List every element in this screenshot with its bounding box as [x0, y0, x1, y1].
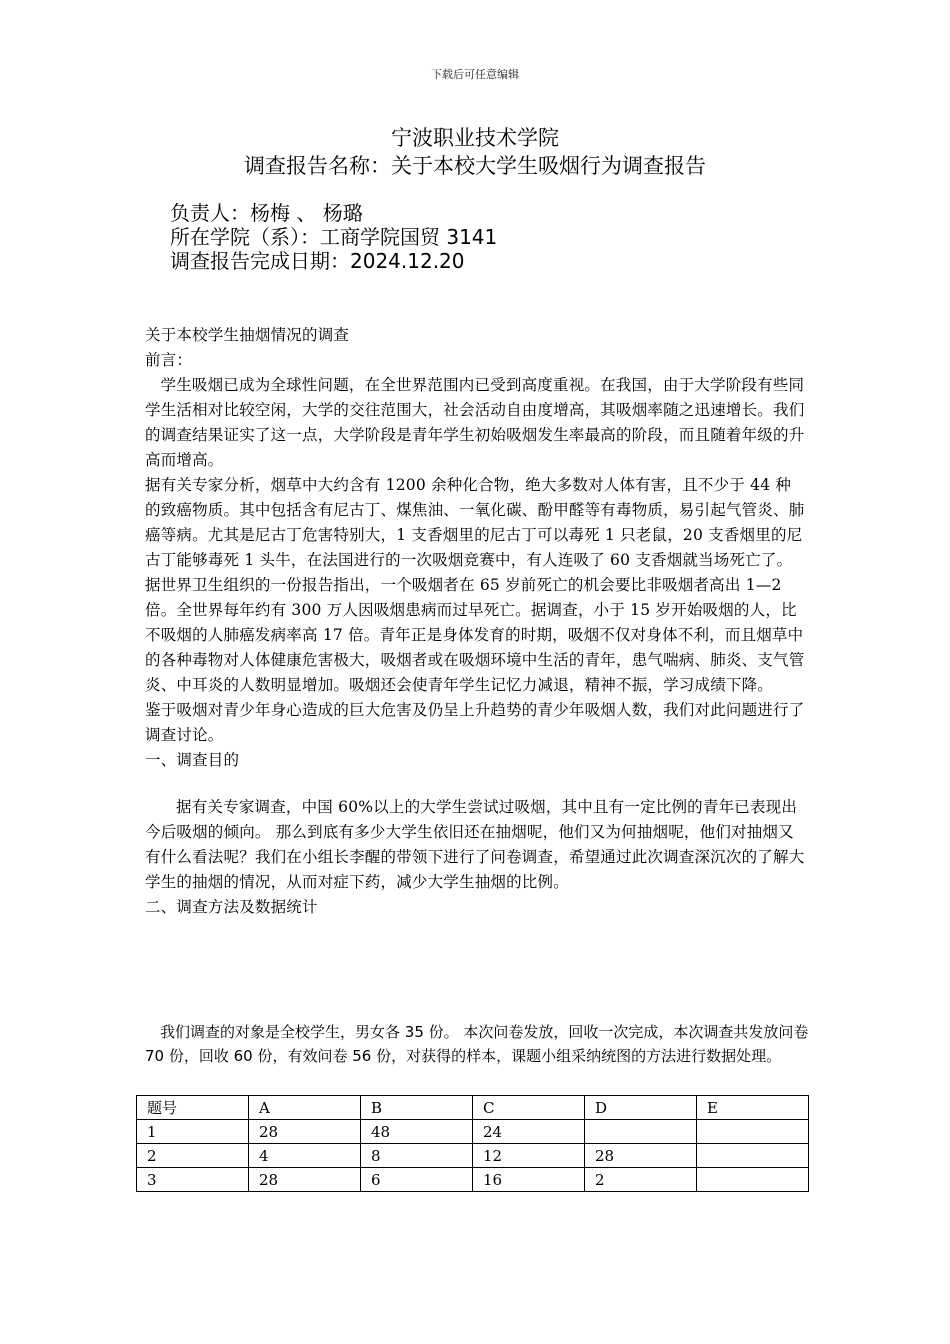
table-cell: 12 [473, 1144, 585, 1168]
table-cell: 8 [361, 1144, 473, 1168]
table-header-cell: 题号 [137, 1096, 249, 1120]
table-header-cell: C [473, 1096, 585, 1120]
table-row [137, 1144, 809, 1168]
table-cell: 1 [137, 1120, 249, 1144]
table-cell: 28 [249, 1168, 361, 1192]
report-title: 调查报告名称：关于本校大学生吸烟行为调查报告 [244, 154, 706, 178]
table-cell: 2 [585, 1168, 697, 1192]
school-title: 宁波职业技术学院 [391, 126, 559, 150]
table-row [137, 1168, 809, 1192]
section-1-text: 据有关专家调查，中国 60%以上的大学生尝试过吸烟，其中且有一定比例的青年已表现出今后吸烟的倾向。 那么到底有多少大学生依旧还在抽烟呢，他们又为何抽烟呢，他们对抽烟又有什么看法呢？我们在小组长李醒的带领下进行了问卷调查，希望通过此次调查深沉次的了解大学生的抽烟的情况，从而对症下药，减少大学生抽烟的比例。 [145, 798, 805, 891]
table-cell [585, 1120, 697, 1144]
table-header-cell: B [361, 1096, 473, 1120]
table-cell [697, 1144, 809, 1168]
table-cell: 2 [137, 1144, 249, 1168]
table-header-cell: A [249, 1096, 361, 1120]
table-cell: 3 [137, 1168, 249, 1192]
report-body [145, 323, 805, 920]
date-line: 调查报告完成日期：2024.12.20 [170, 249, 465, 273]
table-header-cell: D [585, 1096, 697, 1120]
table-cell [697, 1120, 809, 1144]
header-note: 下载后可任意编辑 [431, 68, 519, 81]
data-table [136, 1095, 809, 1192]
preface-paragraph-3: 鉴于吸烟对青少年身心造成的巨大危害及仍呈上升趋势的青少年吸烟人数，我们对此问题进行了调查讨论。 [145, 701, 805, 744]
table-cell [697, 1168, 809, 1192]
college-line: 所在学院（系）：工商学院国贸 3141 [170, 225, 498, 249]
table-cell: 48 [361, 1120, 473, 1144]
table-cell: 6 [361, 1168, 473, 1192]
section-2-text: 我们调查的对象是全校学生，男女各 35 份。 本次问卷发放，回收一次完成，本次调查共发放问卷 70 份，回收 60 份，有效问卷 56 份，对获得的样本，课题小组采纳统图的方法进行数据处理。 [145, 1023, 809, 1065]
table-header-row [137, 1096, 809, 1120]
leader-line: 负责人：杨梅 、 杨璐 [170, 201, 363, 225]
section-2-title: 二、调查方法及数据统计 [145, 898, 318, 916]
table-row [137, 1120, 809, 1144]
preface-label: 前言： [145, 351, 193, 369]
table-cell: 28 [585, 1144, 697, 1168]
table-cell: 16 [473, 1168, 585, 1192]
preface-paragraph-2: 据有关专家分析，烟草中大约含有 1200 余种化合物，绝大多数对人体有害，且不少于 44 种的致癌物质。其中包括含有尼古丁、煤焦油、一氧化碳、酚甲醛等有毒物质，易引起气管炎、肺癌等病。尤其是尼古丁危害特别大，1 支香烟里的尼古丁可以毒死 1 只老鼠，20 支香烟里的尼古丁能够毒死 1 头牛，在法国进行的一次吸烟竞赛中，有人连吸了 60 支香烟就当场死亡了。据世界卫生组织的一份报告指出，一个吸烟者在 65 岁前死亡的机会要比非吸烟者高出 1—2 倍。全世界每年约有 300 万人因吸烟患病而过早死亡。据调查，小于 15 岁开始吸烟的人，比不吸烟的人肺癌发病率高 17 倍。青年正是身体发育的时期，吸烟不仅对身体不利，而且烟草中的各种毒物对人体健康危害极大，吸烟者或在吸烟环境中生活的青年，患气喘病、肺炎、支气管炎、中耳炎的人数明显增加。吸烟还会使青年学生记忆力减退，精神不振，学习成绩下降。 [145, 476, 805, 694]
table-cell: 24 [473, 1120, 585, 1144]
table-cell: 4 [249, 1144, 361, 1168]
table-cell: 28 [249, 1120, 361, 1144]
preface-paragraph-1: 学生吸烟已成为全球性问题，在全世界范围内已受到高度重视。在我国，由于大学阶段有些同学生活相对比较空闲，大学的交往范围大，社会活动自由度增高，其吸烟率随之迅速增长。我们的调查结果证实了这一点，大学阶段是青年学生初始吸烟发生率最高的阶段，而且随着年级的升高而增高。 [145, 376, 805, 469]
section-1-title: 一、调查目的 [145, 751, 240, 769]
table-header-cell: E [697, 1096, 809, 1120]
subject-line: 关于本校学生抽烟情况的调查 [145, 326, 350, 344]
